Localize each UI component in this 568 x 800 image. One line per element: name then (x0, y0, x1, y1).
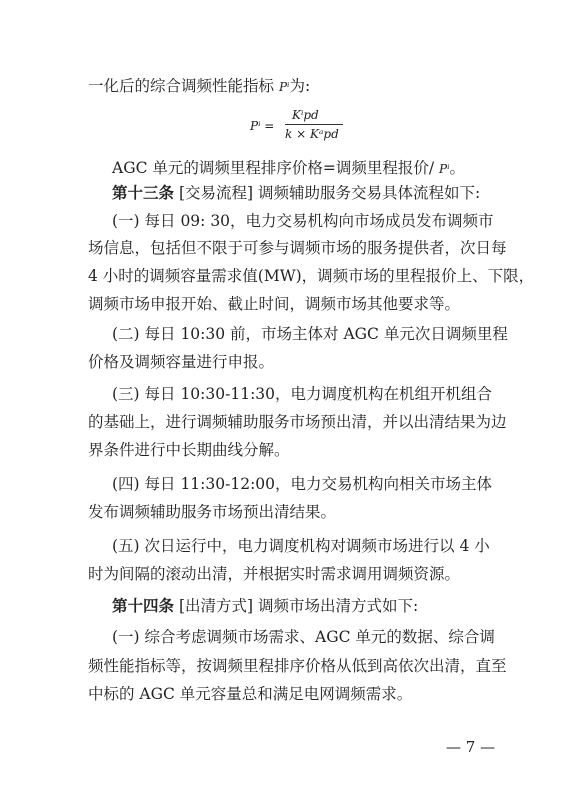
line-text: 为: (289, 77, 311, 95)
text-line: (一) 每日 09: 30，电力交易机构向市场成员发布调频市 (112, 212, 494, 230)
article-number: 第十三条 (112, 183, 175, 202)
line-text: [出清方式] 调频市场出清方式如下: (174, 597, 419, 615)
text-line: (一) 综合考虑调频市场需求、AGC 单元的数据、综合调 (112, 628, 495, 646)
text-line: 界条件进行中长期曲线分解。 (88, 441, 290, 459)
formula-denominator: k × Kᵃpd (285, 127, 339, 141)
article-number: 第十四条 (112, 596, 175, 615)
line-text: [交易流程] 调频辅助服务交易具体流程如下: (174, 184, 481, 202)
text-line: (三) 每日 10:30-11:30，电力调度机构在机组开机组合 (112, 385, 493, 403)
article-heading (0, 183, 568, 203)
text-line: 价格及调频容量进行申报。 (88, 353, 275, 371)
text-line: 的基础上，进行调频辅助服务市场预出清，并以出清结果为边 (88, 413, 507, 431)
math-symbol: Pⁱ (278, 80, 290, 94)
formula (250, 108, 350, 152)
text-line: 4 小时的调频容量需求值(MW)，调频市场的里程报价上、下限， (88, 267, 535, 285)
line-text: AGC 单元的调频里程排序价格=调频里程报价/ (112, 159, 439, 177)
text-line (0, 76, 568, 97)
page-number: — 7 — (446, 738, 496, 756)
text-line: 频性能指标等，按调频里程排序价格从低到高依次出清，直至 (88, 657, 507, 675)
article-heading (0, 596, 568, 616)
fraction-bar (285, 124, 343, 125)
formula-lhs: Pⁱ = (250, 119, 275, 133)
text-line: 时为间隔的滚动出清，并根据实时需求调用调频资源。 (88, 565, 461, 583)
text-line: (四) 每日 11:30-12:00，电力交易机构向相关市场主体 (112, 475, 493, 493)
text-line: (二) 每日 10:30 前，市场主体对 AGC 单元次日调频里程 (112, 325, 508, 343)
formula-numerator: Kⁱpd (292, 108, 319, 122)
line-text: 一化后的综合调频性能指标 (88, 77, 279, 95)
text-line: (五) 次日运行中，电力调度机构对调频市场进行以 4 小 (112, 537, 490, 555)
text-line: 中标的 AGC 单元容量总和满足电网调频需求。 (88, 685, 413, 703)
math-symbol: Pⁱ (439, 162, 450, 176)
text-line: 场信息，包括但不限于可参与调频市场的服务提供者，次日每 (88, 239, 507, 257)
text-line (0, 158, 568, 179)
line-text: 。 (449, 159, 466, 177)
text-line: 发布调频辅助服务市场预出清结果。 (88, 503, 337, 521)
text-line: 调频市场申报开始、截止时间，调频市场其他要求等。 (88, 295, 461, 313)
